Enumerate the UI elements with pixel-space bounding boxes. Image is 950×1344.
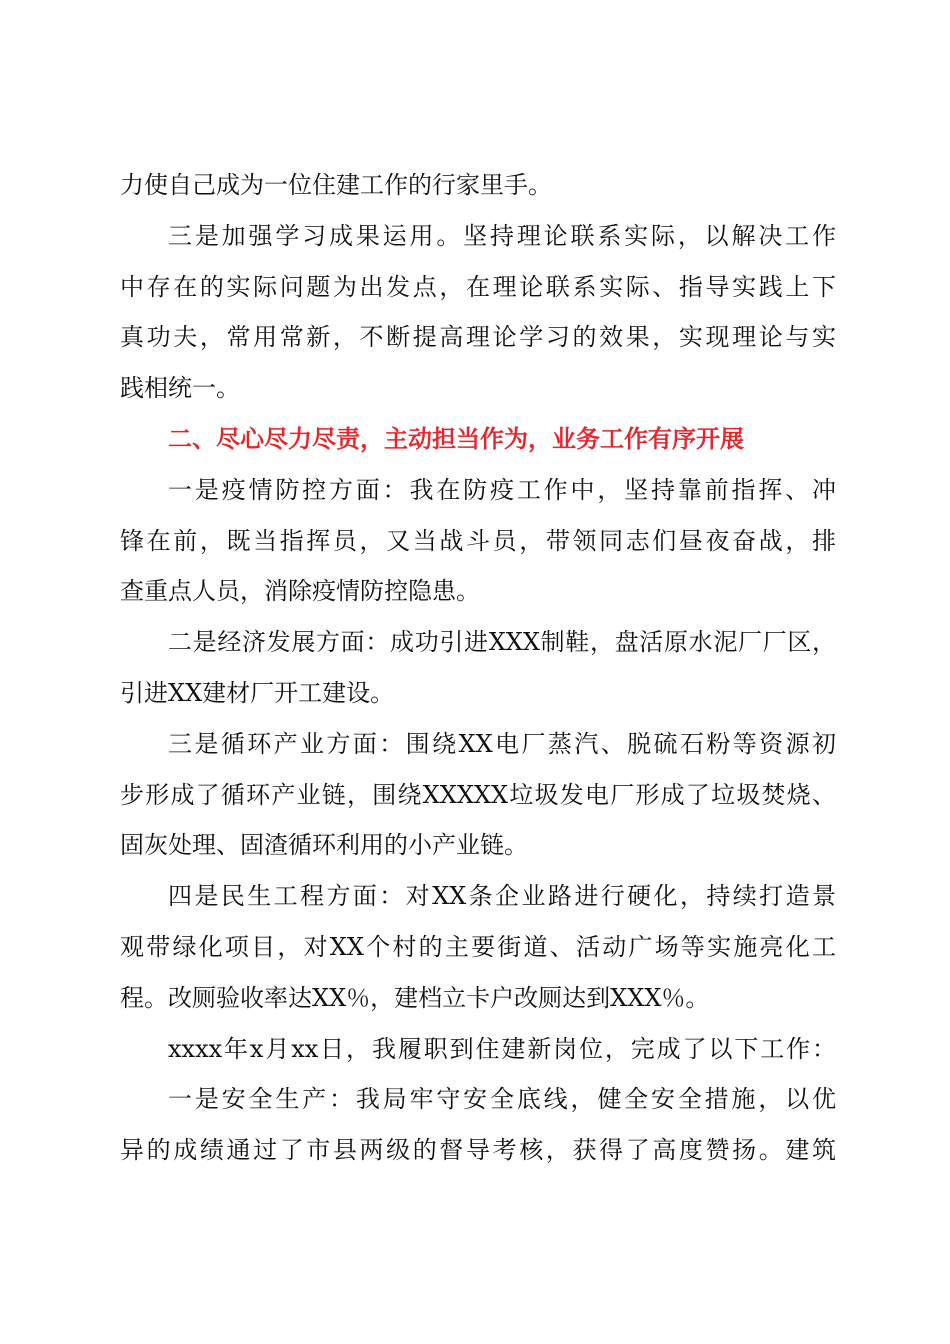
paragraph-line: 异的成绩通过了市县两级的督导考核，获得了高度赞扬。建筑 bbox=[120, 1136, 836, 1165]
paragraph-line: 引进XX建材厂开工建设。 bbox=[120, 678, 395, 707]
paragraph-line: 一是安全生产：我局牢守安全底线，健全安全措施，以优 bbox=[168, 1085, 836, 1114]
paragraph-line: 三是循环产业方面：围绕XX电厂蒸汽、脱硫石粉等资源初 bbox=[168, 729, 836, 758]
paragraph-line: 真功夫，常用常新，不断提高理论学习的效果，实现理论与实 bbox=[120, 323, 836, 352]
paragraph-line: xxxx年x月xx日，我履职到住建新岗位，完成了以下工作： bbox=[168, 1034, 836, 1063]
paragraph-line: 查重点人员，消除疫情防控隐患。 bbox=[120, 577, 480, 606]
document-body bbox=[120, 160, 836, 1176]
section-heading: 二、尽心尽力尽责，主动担当作为，业务工作有序开展 bbox=[168, 424, 744, 453]
paragraph-line: 中存在的实际问题为出发点，在理论联系实际、指导实践上下 bbox=[120, 272, 836, 301]
paragraph-line: 固灰处理、固渣循环利用的小产业链。 bbox=[120, 831, 528, 860]
paragraph-line: 程。改厕验收率达XX％，建档立卡户改厕达到XXX％。 bbox=[120, 983, 710, 1012]
paragraph-line: 步形成了循环产业链，围绕XXXXX垃圾发电厂形成了垃圾焚烧、 bbox=[120, 780, 836, 809]
paragraph-line: 践相统一。 bbox=[120, 374, 240, 403]
paragraph-line: 锋在前，既当指挥员，又当战斗员，带领同志们昼夜奋战，排 bbox=[120, 526, 836, 555]
paragraph-line: 一是疫情防控方面：我在防疫工作中，坚持靠前指挥、冲 bbox=[168, 475, 836, 504]
paragraph-line: 观带绿化项目，对XX个村的主要街道、活动广场等实施亮化工 bbox=[120, 932, 836, 961]
paragraph-line: 三是加强学习成果运用。坚持理论联系实际，以解决工作 bbox=[168, 221, 836, 250]
paragraph-line: 二是经济发展方面：成功引进XXX制鞋，盘活原水泥厂厂区， bbox=[168, 628, 836, 657]
paragraph-line: 力使自己成为一位住建工作的行家里手。 bbox=[120, 171, 552, 199]
paragraph-line: 四是民生工程方面：对XX条企业路进行硬化，持续打造景 bbox=[168, 882, 836, 911]
